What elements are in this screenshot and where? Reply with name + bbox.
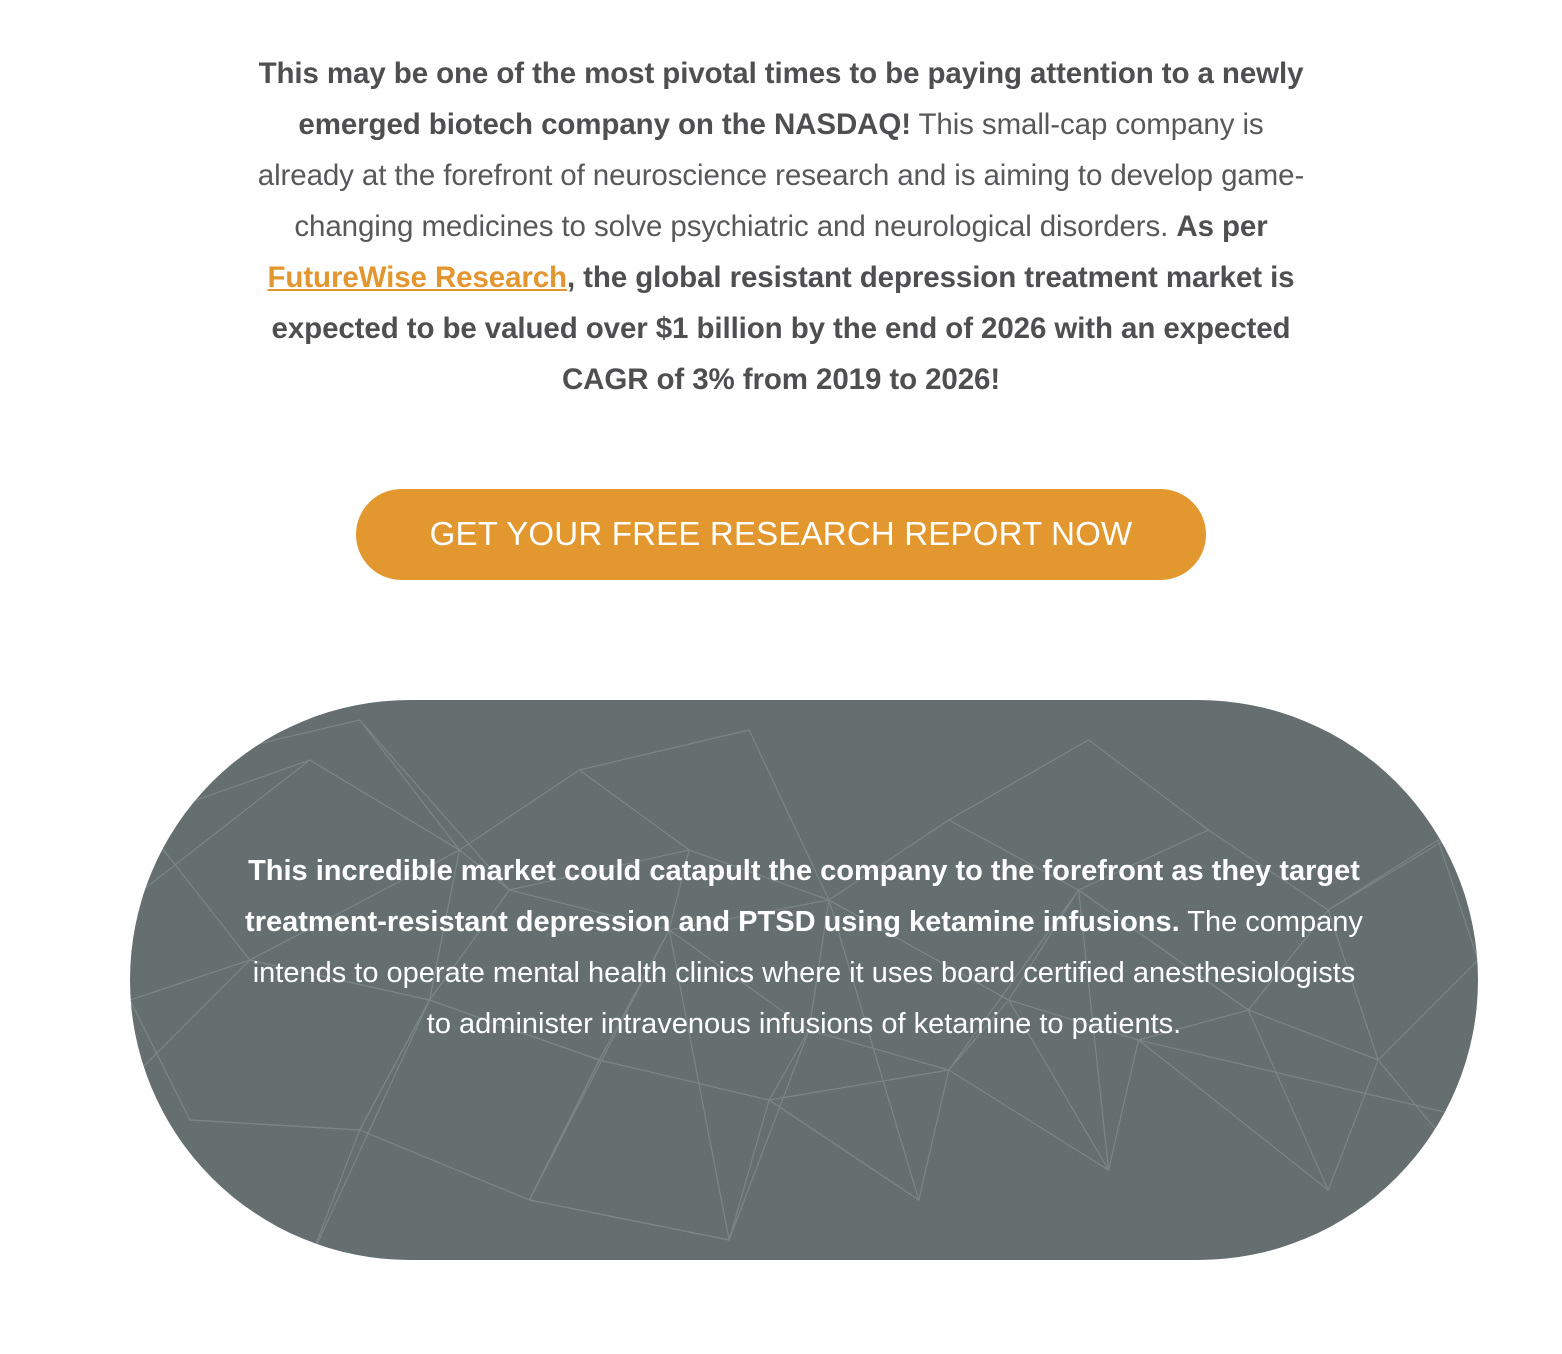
futurewise-research-link[interactable]: FutureWise Research <box>267 260 567 294</box>
panel-headline-bold: This incredible market could catapult the company to the forefront as they target treatment-resistant depression and PTSD using ketamine infusions. <box>245 854 1360 938</box>
info-panel <box>130 700 1478 1260</box>
intro-closing-bold: , the global resistant depression treatment market is expected to be valued over $1 billion by the end of 2026 with an expected CAGR of 3% from 2019 to 2026! <box>271 260 1295 396</box>
panel-body-text: The company intends to operate mental health clinics where it uses board certified anesthesiologists to administer intravenous infusions of ketamine to patients. <box>252 905 1363 1040</box>
panel-paragraph <box>244 846 1364 1114</box>
intro-as-per-label: As per <box>1176 209 1268 243</box>
intro-paragraph <box>251 48 1311 405</box>
panel-section <box>0 700 1562 1260</box>
cta-section <box>0 489 1562 580</box>
get-free-research-report-button[interactable]: GET YOUR FREE RESEARCH REPORT NOW <box>356 489 1207 580</box>
intro-lead-bold: This may be one of the most pivotal times to be paying attention to a newly emerged biotech company on the NASDAQ! <box>258 56 1304 141</box>
intro-section <box>251 0 1311 405</box>
intro-body-text: This small-cap company is already at the forefront of neuroscience research and is aiming to develop game-changing medicines to solve psychiatric and neurological disorders. <box>257 107 1305 243</box>
